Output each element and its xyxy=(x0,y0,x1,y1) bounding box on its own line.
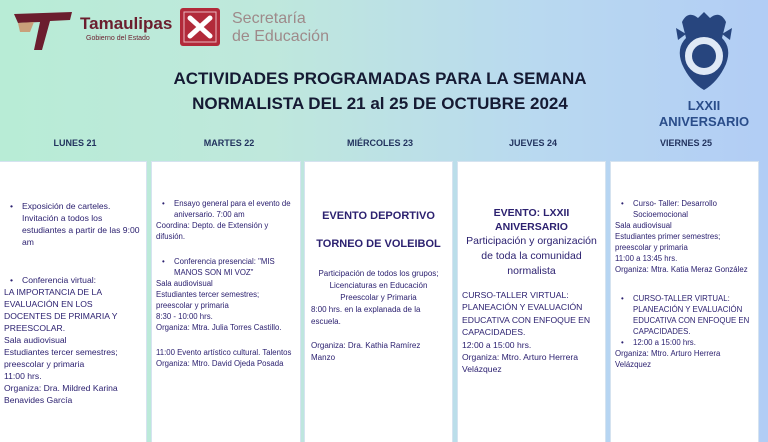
wednesday-column xyxy=(305,162,452,442)
day-header-tuesday: MARTES 22 xyxy=(203,138,255,148)
title-line2: NORMALISTA DEL 21 al 25 DE OCTUBRE 2024 xyxy=(192,94,568,113)
friday-virtual-organizer: Organiza: Mtro. Arturo Herrera Velázquez xyxy=(615,349,721,369)
friday-organizer: Organiza: Mtra. Katia Meraz González xyxy=(615,265,748,274)
tamaulipas-subtitle: Gobierno del Estado xyxy=(86,35,150,42)
tuesday-time: 8:30 - 10:00 hrs. xyxy=(156,312,213,321)
monday-conference: • Conferencia virtual: xyxy=(4,274,140,286)
tamaulipas-name: Tamaulipas xyxy=(80,14,173,33)
sep-badge-icon xyxy=(180,8,220,46)
tamaulipas-logo xyxy=(12,10,177,50)
thursday-participation: Participación y organización de toda la comunidad normalista xyxy=(466,235,597,277)
anniversary-label xyxy=(640,98,768,130)
monday-organizer: Organiza: Dra. Mildred Karina Benavides García xyxy=(4,383,118,405)
friday-virtual-time: • 12:00 a 15:00 hrs. xyxy=(615,337,754,348)
wednesday-participation: Participación de todos los grupos; Licenciaturas en Educación Preescolar y Primaria xyxy=(318,269,439,302)
sep-line1: Secretaría xyxy=(232,10,306,27)
title-line1: ACTIVIDADES PROGRAMADAS PARA LA SEMANA xyxy=(173,69,587,88)
tuesday-audience: Estudiantes tercer semestres; preescolar y primaria xyxy=(156,290,260,310)
tuesday-cultural-organizer: Organiza: Mtro. David Ojeda Posada xyxy=(156,359,284,368)
monday-exhibit: • Exposición de carteles. Invitación a todos los estudiantes a partir de las 9:00 am xyxy=(4,200,140,248)
friday-audience: Estudiantes primer semestres; preescolar y primaria xyxy=(615,232,721,252)
tuesday-coordinator: Coordina: Depto. de Extensión y difusión. xyxy=(156,221,269,241)
thursday-column xyxy=(458,162,605,442)
friday-time: 11:00 a 13:45 hrs. xyxy=(615,254,678,263)
sep-logo xyxy=(180,8,340,48)
monday-conference-title: LA IMPORTANCIA DE LA EVALUACIÓN EN LOS DOCENTES DE PRIMARIA Y PREESCOLAR. xyxy=(4,287,118,333)
day-header-thursday: JUEVES 24 xyxy=(508,138,558,148)
wednesday-location: 8:00 hrs. en la explanada de la escuela. xyxy=(311,305,421,326)
tuesday-room: Sala audiovisual xyxy=(156,279,213,288)
page-title xyxy=(150,66,610,116)
day-header-friday: VIERNES 25 xyxy=(659,138,713,148)
tuesday-organizer: Organiza: Mtra. Julia Torres Castillo. xyxy=(156,323,282,332)
thursday-time: 12:00 a 15:00 hrs. xyxy=(462,339,532,350)
thursday-organizer: Organiza: Mtro. Arturo Herrera Velázquez xyxy=(462,352,579,375)
wednesday-tournament: TORNEO DE VOLEIBOL xyxy=(316,238,441,250)
tuesday-column xyxy=(152,162,300,442)
wednesday-event-title: EVENTO DEPORTIVO xyxy=(322,210,435,222)
friday-workshop: • Curso- Taller: Desarrollo Socioemocional xyxy=(615,198,754,220)
monday-column xyxy=(0,162,146,442)
anniversary-word: ANIVERSARIO xyxy=(658,114,750,129)
friday-virtual-workshop: • CURSO-TALLER VIRTUAL: PLANEACIÓN Y EVALUACIÓN EDUCATIVA CON ENFOQUE EN CAPACIDADES. xyxy=(615,293,754,337)
friday-room: Sala audiovisual xyxy=(615,221,672,230)
tamaulipas-mark-icon xyxy=(12,10,76,50)
sep-line2: de Educación xyxy=(232,28,329,45)
monday-audience: Estudiantes tercer semestres; preescolar y primaria xyxy=(4,347,118,369)
monday-room: Sala audiovisual xyxy=(4,335,67,345)
tuesday-cultural-event: 11:00 Evento artístico cultural. Talentos xyxy=(156,348,292,357)
day-header-wednesday: MIÉRCOLES 23 xyxy=(346,138,413,148)
friday-column xyxy=(611,162,758,442)
school-emblem-icon xyxy=(668,8,740,92)
wednesday-organizer: Organiza: Dra. Kathia Ramírez Manzo xyxy=(311,341,421,362)
monday-time: 11:00 hrs. xyxy=(4,371,42,381)
tuesday-rehearsal: • Ensayo general para el evento de aniversario. 7:00 am xyxy=(156,198,296,220)
tuesday-conference: • Conferencia presencial: "MIS MANOS SON MI VOZ" xyxy=(156,256,296,278)
thursday-event-title: EVENTO: LXXII ANIVERSARIO xyxy=(493,207,570,233)
day-header-monday: LUNES 21 xyxy=(53,138,97,148)
anniversary-number: LXXII xyxy=(687,98,721,113)
thursday-workshop: CURSO-TALLER VIRTUAL: PLANEACIÓN Y EVALUACIÓN EDUCATIVA CON ENFOQUE EN CAPACIDADES. xyxy=(462,290,591,338)
